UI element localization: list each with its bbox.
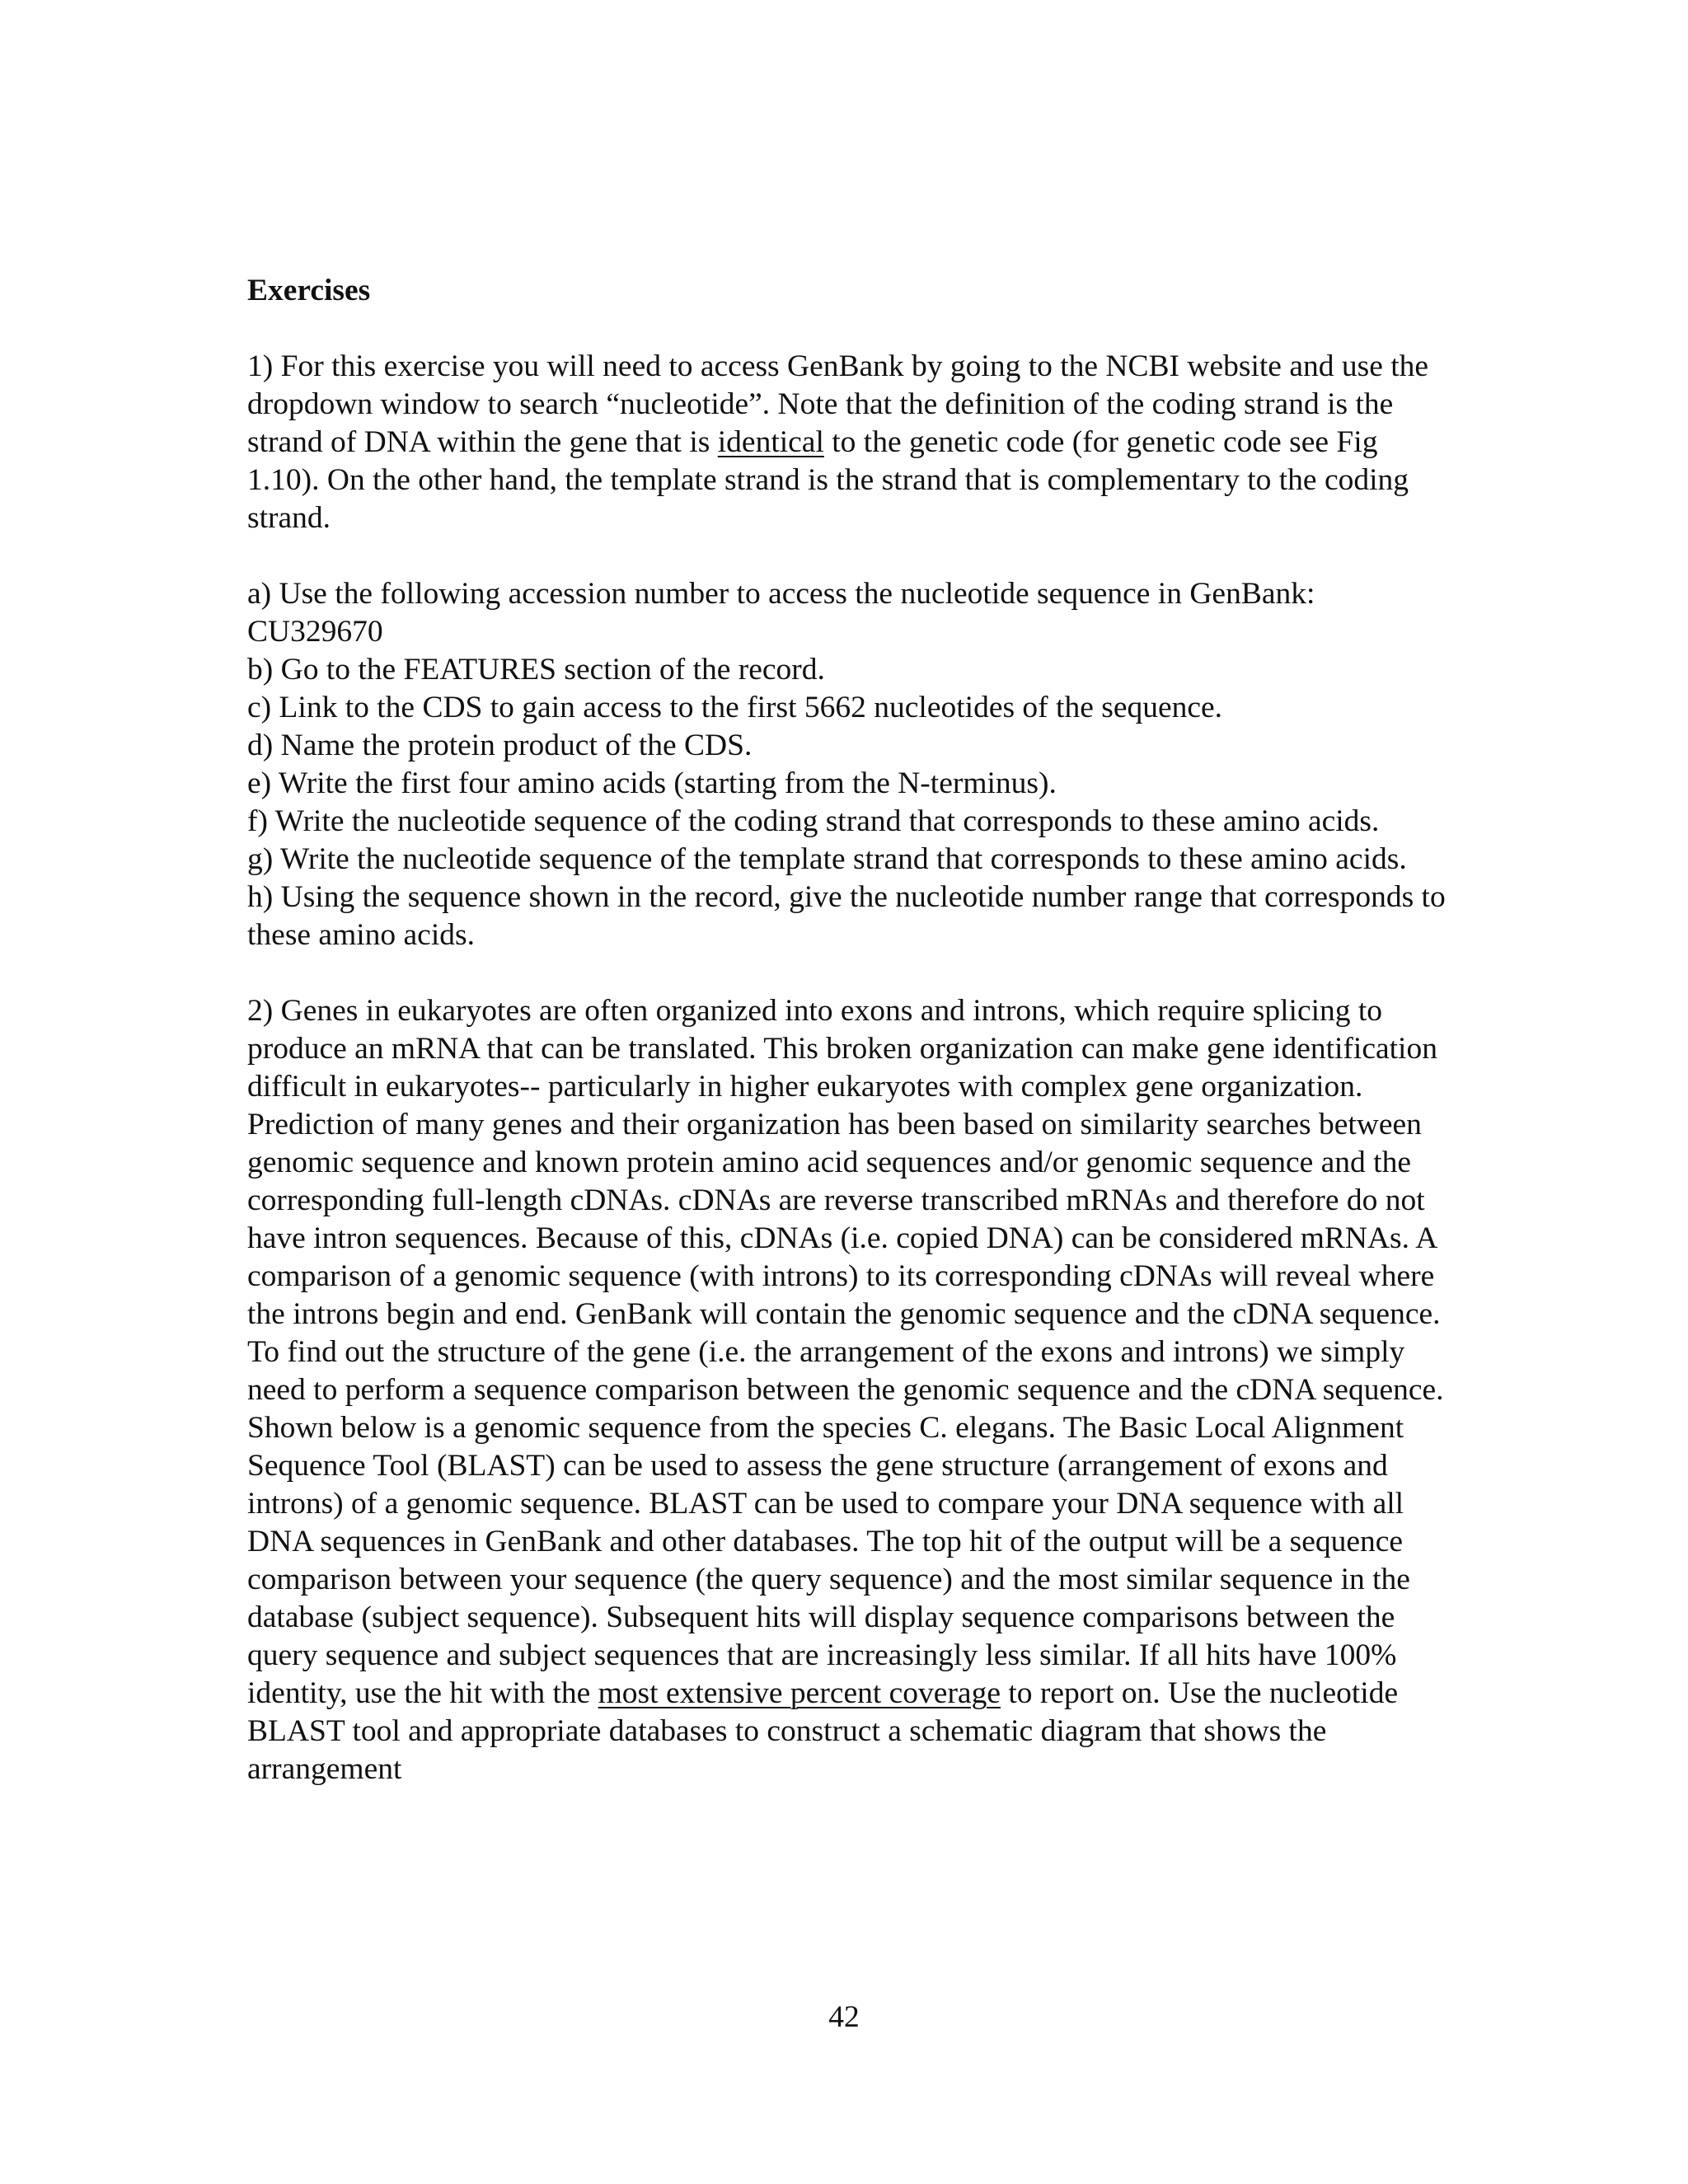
exercise-1-intro [247,348,1451,537]
step-g: g) Write the nucleotide sequence of the template strand that corresponds to these amino acids. [247,842,1407,876]
exercise-1-intro-text: 1) For this exercise you will need to access GenBank by going to the NCBI website and use the dropdown window to search “nucleotide”. Note that the definition of the coding strand is the strand of DNA within the gene that is [247,349,1429,459]
identical-emphasis: identical [717,425,824,459]
section-heading: Exercises [247,274,371,307]
coverage-emphasis: most extensive percent coverage [598,1676,1001,1710]
step-d: d) Name the protein product of the CDS. [247,729,753,762]
exercise-2-body-cont: to report on. Use the nucleotide BLAST tool and appropriate databases to construct a schematic diagram that shows the arrangement [247,1676,1399,1786]
exercise-2-text [247,992,1451,1788]
page-number: 42 [828,2000,860,2034]
step-h: h) Using the sequence shown in the record, give the nucleotide number range that corresponds to these amino acids. [247,880,1446,952]
step-f: f) Write the nucleotide sequence of the coding strand that corresponds to these amino acids. [247,804,1380,838]
exercise-1-steps [247,575,1451,954]
step-b: b) Go to the FEATURES section of the record. [247,653,825,687]
step-e: e) Write the first four amino acids (starting from the N-terminus). [247,766,1057,800]
step-a: a) Use the following accession number to access the nucleotide sequence in GenBank: CU329670 [247,577,1315,649]
exercise-2-body: 2) Genes in eukaryotes are often organized into exons and introns, which require splicing to produce an mRNA that can be translated. This broken organization can make gene identification difficult in eukaryotes-- particularly in higher eukaryotes with complex gene organization. Prediction of many genes and their organization has been based on similarity searches between genomic sequence and known protein amino acid sequences and/or genomic sequence and the corresponding full-length cDNAs. cDNAs are reverse transcribed mRNAs and therefore do not have intron sequences. Because of this, cDNAs (i.e. copied DNA) can be considered mRNAs. A comparison of a genomic sequence (with introns) to its corresponding cDNAs will reveal where the introns begin and end. GenBank will contain the genomic sequence and the cDNA sequence. To find out the structure of the gene (i.e. the arrangement of the exons and introns) we simply need to perform a sequence comparison between the genomic sequence and the cDNA sequence. Shown below is a genomic sequence from the species C. elegans. The Basic Local Alignment Sequence Tool (BLAST) can be used to assess the gene structure (arrangement of exons and introns) of a genomic sequence. BLAST can be used to compare your DNA sequence with all DNA sequences in GenBank and other databases. The top hit of the output will be a sequence comparison between your sequence (the query sequence) and the most similar sequence in the database (subject sequence). Subsequent hits will display sequence comparisons between the query sequence and subject sequences that are increasingly less similar. If all hits have 100% identity, use the hit with the [247,994,1444,1710]
step-c: c) Link to the CDS to gain access to the first 5662 nucleotides of the sequence. [247,691,1223,724]
exercise-1-intro-text-cont: to the genetic code (for genetic code see Fig 1.10). On the other hand, the template strand is the strand that is complementary to the coding strand. [247,425,1409,535]
document-page [247,272,1451,1826]
